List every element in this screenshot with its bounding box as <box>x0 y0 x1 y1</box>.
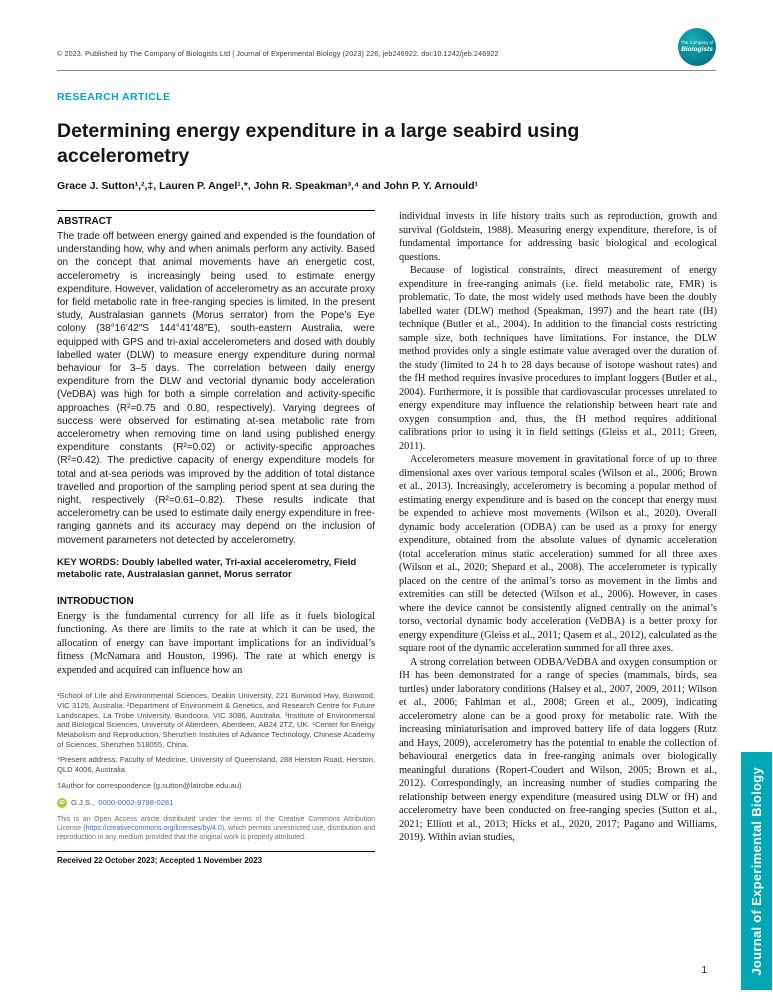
journal-side-banner <box>741 752 772 990</box>
author-line: Grace J. Sutton¹,²,‡, Lauren P. Angel¹,*, John R. Speakman³,⁴ and John P. Y. Arnould¹ <box>57 180 478 192</box>
body-paragraph: Because of logistical constraints, direct measurement of energy expenditure in free-ranging animals (i.e. field metabolic rate, FMR) is problematic. To date, the most widely used methods have been the doubly labelled water (DLW) method (Speakman, 1997) and the heart rate (fH) technique (Butler et al., 2004). In addition to the financial costs restricting sample size, both techniques have limitations. For instance, the DLW method provides only a single estimate value averaged over the duration of the study (limited to 24 h to 28 days because of isotope washout rates) and the fH method requires invasive procedures to implant loggers (Butler et al., 2004). Furthermore, it is possible that cardiovascular processes unrelated to energy expenditure may influence the relationship between heart rate and oxygen consumption and, thus, the fH method requires additional calibrations prior to using it in field settings (Gleiss et al., 2011; Green, 2011). <box>399 265 717 452</box>
body-paragraph: A strong correlation between ODBA/VeDBA and oxygen consumption or fH has been demonstrated for a range of species (mammals, birds, sea turtles) under laboratory conditions (Halsey et al., 2007, 2009, 2011; Wilson et al., 2006; Fahlman et al., 2008; Green et al., 2009), indicating accelerometry alone can be a good proxy for metabolic rate. With the increasing miniaturisation and improved battery life of data loggers (Rutz and Hays, 2009), accelerometry has the potential to enable the collection of behavioural energetics data in free-ranging animals over biologically meaningful durations (Ropert-Coudert and Wilson, 2005; Brown et al., 2012). Correspondingly, an increasing number of studies comparing the relationship between energy expenditure (measured using DLW or fH) and accelerometry have been conducted on free-ranging species (Sutton et al., 2021; Elliott et al., 2013; Hicks et al., 2020, 2017; Pagano and Williams, 2019). Within avian studies, <box>399 656 717 843</box>
keywords-label: KEY WORDS: <box>57 556 120 568</box>
license-text-pre: This is an Open Access article distributed under the terms of the Creative Commons Attribution License ( <box>57 815 375 832</box>
creative-commons-link[interactable]: https://creativecommons.org/licenses/by/4.0 <box>85 824 222 832</box>
right-column <box>399 210 717 865</box>
orcid-id-link[interactable]: 0000-0002-9798-0281 <box>98 798 174 808</box>
abstract-text: The trade off between energy gained and expended is the foundation of understanding how, why and when animals perform any activity. Based on the concept that animal movements have an energetic cost, accelerometry is increasingly being used to estimate energy expenditure. However, validation of accelerometry as an accurate proxy for field metabolic rate in free-ranging species is limited. In the present study, Australasian gannets (Morus serrator) from the Pope’s Eye colony (38°16′42″S 144°41′48″E), south-eastern Australia, were equipped with GPS and tri-axial accelerometers and dosed with doubly labelled water (DLW) to measure energy expenditure during normal behaviour for 3–5 days. The correlation between daily energy expenditure from the DLW and vectorial dynamic body acceleration (VeDBA) was high for both a simple correlation and activity-specific approaches (R²=0.75 and 0.80, respectively). Varying degrees of success were observed for estimating at-sea metabolic rate from accelerometry when removing time on land using published energy expenditure constants (R²=0.02) or activity-specific approaches (R²=0.42). The predictive capacity of energy expenditure models for total and at-sea periods was improved by the addition of total distance travelled and proportion of the sampling period spent at sea during the night, respectively (R²=0.61–0.82). These results indicate that accelerometry can be used to estimate daily energy expenditure in free-ranging gannets and its accuracy may depend on the inclusion of movement parameters not detected by accelerometry. <box>57 231 375 546</box>
keywords-text: Doubly labelled water, Tri-axial accelerometry, Field metabolic rate, Australasian gannet, Morus serrator <box>57 556 357 581</box>
page-number: 1 <box>701 965 707 976</box>
abstract-heading: ABSTRACT <box>57 216 112 227</box>
footnotes-block <box>57 691 375 864</box>
two-column-body <box>57 210 716 865</box>
article-title: Determining energy expenditure in a large seabird using accelerometry <box>57 120 580 167</box>
company-of-biologists-logo <box>678 28 716 66</box>
logo-text-small: The Company of <box>680 40 714 46</box>
logo-text-large: Biologists <box>681 45 713 53</box>
article-type-label: RESEARCH ARTICLE <box>57 91 171 103</box>
present-address-note: *Present address: Faculty of Medicine, University of Queensland, 288 Herston Road, Herston, QLD 4006, Australia. <box>57 755 375 775</box>
introduction-heading: INTRODUCTION <box>57 595 134 607</box>
abstract-divider <box>57 210 375 211</box>
introduction-paragraph: Energy is the fundamental currency for all life as it fuels biological functioning. As there are limits to the rate at which it can be used, the allocation of energy can have important implications for an individual’s fitness (McNamara and Houston, 1996). The rate at which energy is expended and acquired can influence how an <box>57 610 375 676</box>
keywords-line <box>57 557 375 582</box>
page-header <box>57 28 716 71</box>
citation-line: © 2023. Published by The Company of Biologists Ltd | Journal of Experimental Biology (2023) 226, jeb246922. doi:10.1242/jeb.246922 <box>57 49 499 58</box>
body-paragraph: Accelerometers measure movement in gravitational force of up to three dimensional axes over various temporal scales (Wilson et al., 2006; Brown et al., 2013). Increasingly, accelerometry is becoming a popular method of estimating energy expenditure and is based on the concept that energy must be expended to achieve most movements (Wilson et al., 2020). Overall dynamic body acceleration (ODBA) can be used as a proxy for energy expenditure, obtained from the absolute values of dynamic acceleration (total acceleration minus static acceleration) summed for all three axes (Wilson et al., 2020; Shepard et al., 2008). The accelerometer is typically placed on the centre of the animal’s torso as movement in the limbs and extremities can still be detected (Wilson et al., 2006). However, in cases where the device cannot be consistently aligned centrally on the animal’s torso, vectorial dynamic body acceleration (VeDBA) is a better proxy for energy expenditure (Gleiss et al., 2011; Qasem et al., 2012), calculated as the square root of the dynamic acceleration summed for all three axes. <box>399 454 717 654</box>
open-access-license <box>57 815 375 842</box>
orcid-icon[interactable]: iD <box>57 798 67 808</box>
orcid-author-initials: G.J.S., <box>71 798 95 808</box>
correspondence-note: ‡Author for correspondence (g.sutton@latrobe.edu.au) <box>57 780 242 790</box>
left-column <box>57 210 375 865</box>
affiliations-note: ¹School of Life and Environmental Sciences, Deakin University, 221 Burwood Hwy, Burwood, VIC 3125, Australia. ²Department of Environment & Genetics, and Research Centre for Future Landscapes, La Trobe University, Bundoora, VIC 3086, Australia. ³Institute of Environmental and Biological Sciences, University of Aberdeen, Aberdeen, AB24 2TZ, UK. ⁴Center for Energy Metabolism and Reproduction, Shenzhen Institutes of Advance Technology, Chinese Academy of Sciences, Shenzhen 518055, China. <box>57 691 375 749</box>
journal-side-banner-text: Journal of Experimental Biology <box>749 766 764 976</box>
license-text-post: ), which permits unrestricted use, distribution and reproduction in any medium provided that the original work is properly attributed. <box>57 824 376 841</box>
orcid-row <box>57 798 375 808</box>
received-accepted-line: Received 22 October 2023; Accepted 1 November 2023 <box>57 851 375 865</box>
body-paragraph: individual invests in life history traits such as reproduction, growth and survival (Goldstein, 1988). Measuring energy expenditure, therefore, is of fundamental importance for addressing basic biological and ecological questions. <box>399 211 717 263</box>
